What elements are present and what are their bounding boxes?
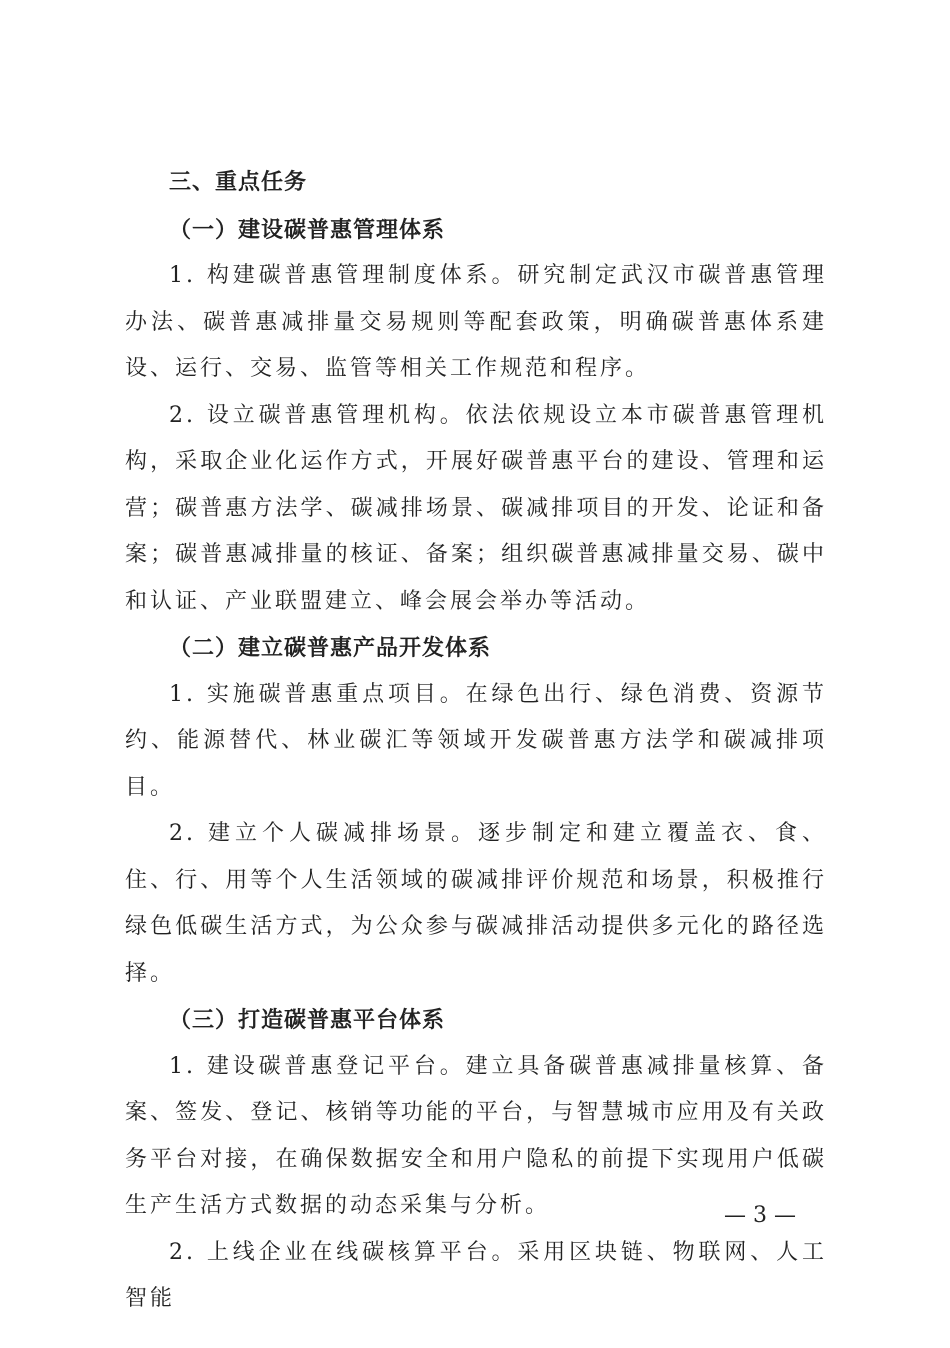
paragraph: 1. 构建碳普惠管理制度体系。研究制定武汉市碳普惠管理办法、碳普惠减排量交易规则等配套政策，明确碳普惠体系建设、运行、交易、监管等相关工作规范和程序。	[125, 263, 827, 381]
paragraph: 2. 设立碳普惠管理机构。依法依规设立本市碳普惠管理机构，采取企业化运作方式，开展好碳普惠平台的建设、管理和运营；碳普惠方法学、碳减排场景、碳减排项目的开发、论证和备案；碳普惠减排量的核证、备案；组织碳普惠减排量交易、碳中和认证、产业联盟建立、峰会展会举办等活动。	[125, 402, 827, 614]
page-number: — 3 —	[724, 1203, 796, 1228]
document-body	[125, 160, 827, 1323]
subsection-title-1: （一）建设碳普惠管理体系	[169, 216, 446, 243]
paragraph: 2. 上线企业在线碳核算平台。采用区块链、物联网、人工智能	[125, 1239, 827, 1311]
section-title: 三、重点任务	[169, 170, 308, 195]
paragraph: 2. 建立个人碳减排场景。逐步制定和建立覆盖衣、食、住、行、用等个人生活领域的碳减排评价规范和场景，积极推行绿色低碳生活方式，为公众参与碳减排活动提供多元化的路径选择。	[125, 821, 827, 986]
subsection-title-3: （三）打造碳普惠平台体系	[169, 1007, 446, 1033]
paragraph: 1. 建设碳普惠登记平台。建立具备碳普惠减排量核算、备案、签发、登记、核销等功能的平台，与智慧城市应用及有关政务平台对接，在确保数据安全和用户隐私的前提下实现用户低碳生产生活方式数据的动态采集与分析。	[125, 1053, 827, 1218]
subsection-title-2: （二）建立碳普惠产品开发体系	[169, 635, 492, 661]
paragraph: 1. 实施碳普惠重点项目。在绿色出行、绿色消费、资源节约、能源替代、林业碳汇等领域开发碳普惠方法学和碳减排项目。	[125, 681, 827, 800]
